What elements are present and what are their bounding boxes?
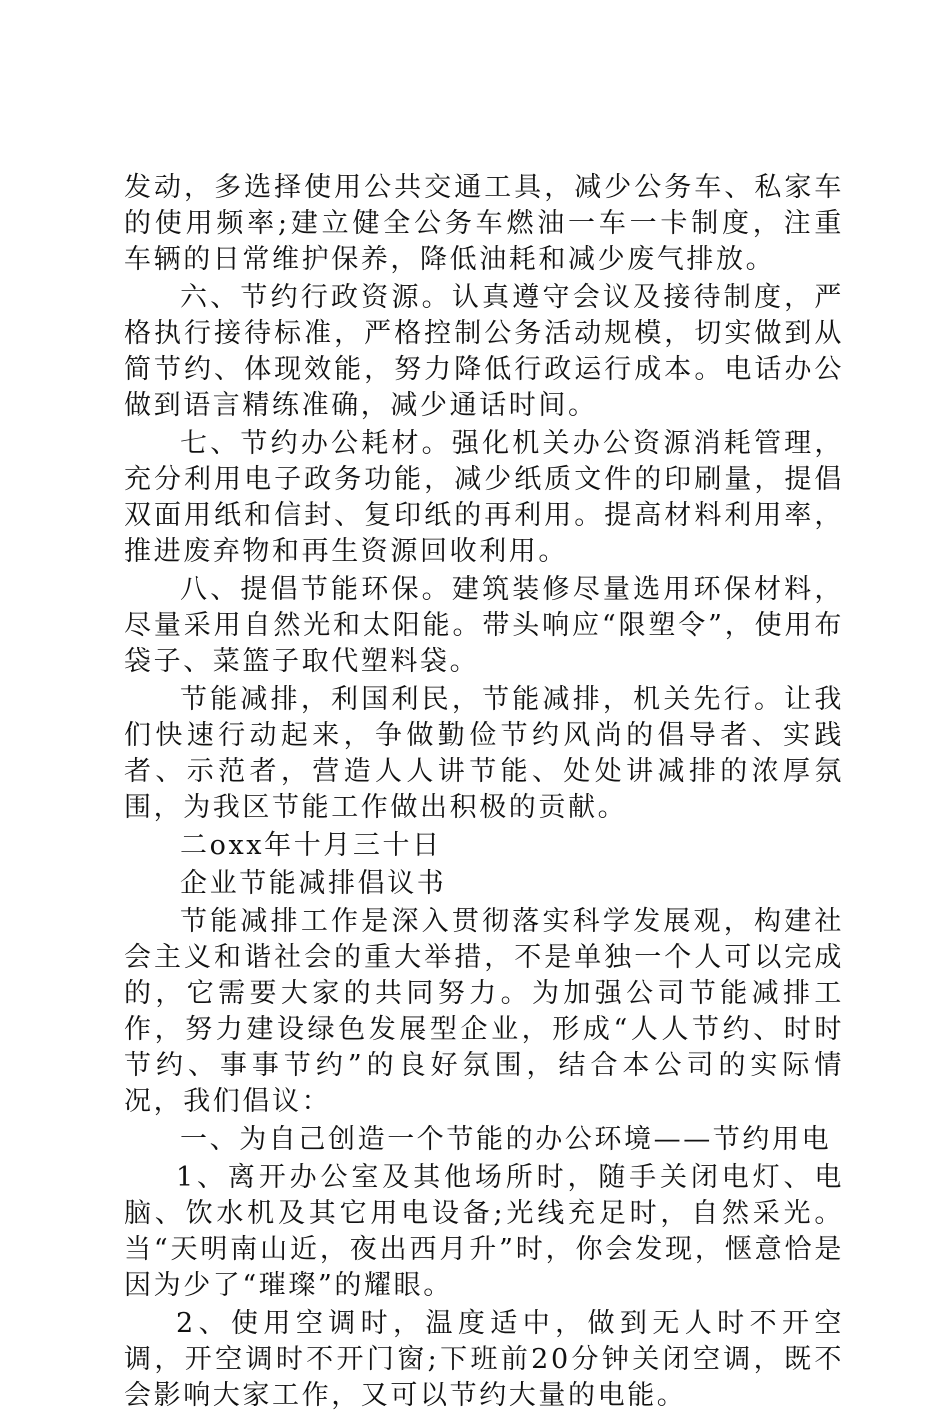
document-body xyxy=(124,170,844,1416)
paragraph-vehicle-use: 发动，多选择使用公共交通工具，减少公务车、私家车的使用频率;建立健全公务车燃油一车一卡制度，注重车辆的日常维护保养，降低油耗和减少废气排放。 xyxy=(124,172,844,275)
paragraph-admin-resources: 六、节约行政资源。认真遵守会议及接待制度，严格执行接待标准，严格控制公务活动规模，切实做到从简节约、体现效能，努力降低行政运行成本。电话办公做到语言精练准确，减少通话时间。 xyxy=(124,282,844,421)
heading-save-electricity: 一、为自己创造一个节能的办公环境——节约用电 xyxy=(180,1124,832,1155)
paragraph-closing-call: 节能减排，利国利民，节能减排，机关先行。让我们快速行动起来，争做勤俭节约风尚的倡导者、实践者、示范者，营造人人讲节能、处处讲减排的浓厚氛围，为我区节能工作做出积极的贡献。 xyxy=(124,684,844,823)
paragraph-office-supplies: 七、节约办公耗材。强化机关办公资源消耗管理，充分利用电子政务功能，减少纸质文件的印刷量，提倡双面用纸和信封、复印纸的再利用。提高材料利用率，推进废弃物和再生资源回收利用。 xyxy=(124,428,844,567)
paragraph-intro: 节能减排工作是深入贯彻落实科学发展观，构建社会主义和谐社会的重大举措，不是单独一个人可以完成的，它需要大家的共同努力。为加强公司节能减排工作，努力建设绿色发展型企业，形成“人人节约、时时节约、事事节约”的良好氛围，结合本公司的实际情况，我们倡议： xyxy=(124,906,844,1117)
list-item-1: 1、离开办公室及其他场所时，随手关闭电灯、电脑、饮水机及其它用电设备;光线充足时，自然采光。当“天明南山近，夜出西月升”时，你会发现，惬意恰是因为少了“璀璨”的耀眼。 xyxy=(124,1162,844,1301)
paragraph-eco-friendly: 八、提倡节能环保。建筑装修尽量选用环保材料，尽量采用自然光和太阳能。带头响应“限塑令”，使用布袋子、菜篮子取代塑料袋。 xyxy=(124,574,844,677)
list-item-2: 2、使用空调时，温度适中，做到无人时不开空调，开空调时不开门窗;下班前20分钟关闭空调，既不会影响大家工作，又可以节约大量的电能。 xyxy=(124,1308,844,1411)
section-title: 企业节能减排倡议书 xyxy=(180,868,447,899)
date-line: 二oxx年十月三十日 xyxy=(180,830,442,861)
